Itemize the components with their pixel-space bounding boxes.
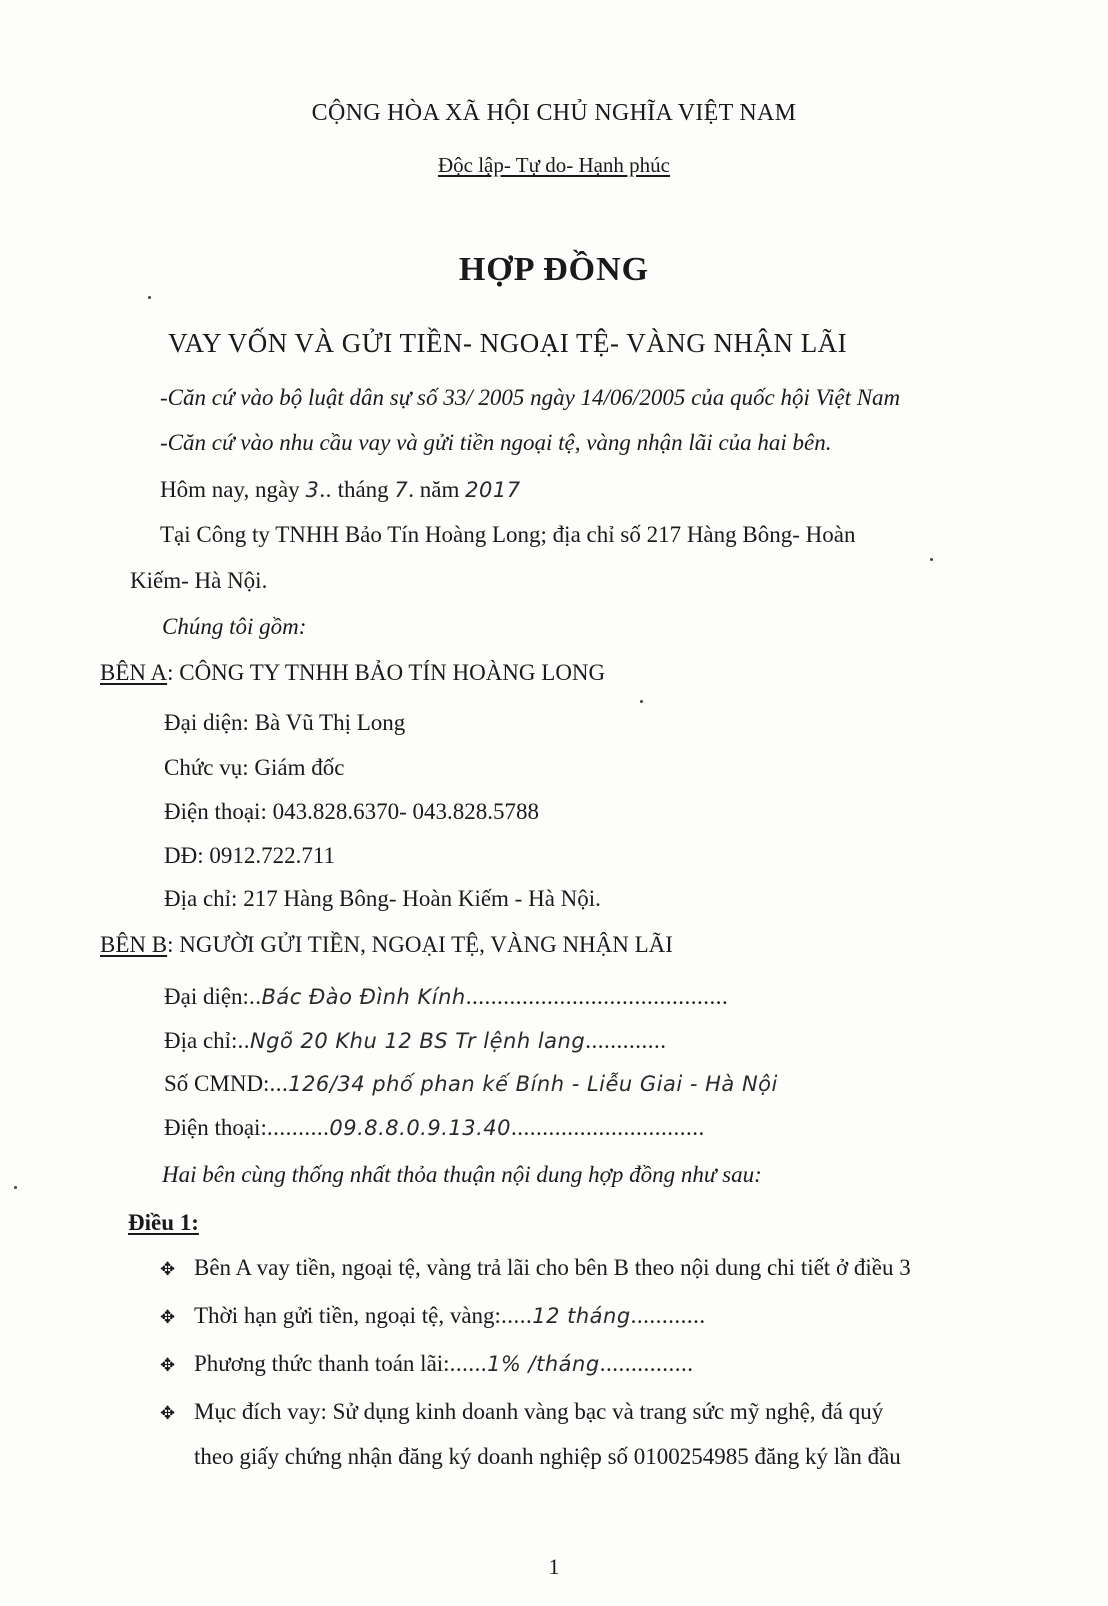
legal-basis-2: -Căn cứ vào nhu cầu vay và gửi tiền ngoại tệ, vàng nhận lãi của hai bên. — [160, 430, 832, 455]
date-prefix: Hôm nay, ngày — [160, 477, 300, 502]
party-a-representative: Đại diện: Bà Vũ Thị Long — [164, 710, 406, 735]
party-b-representative-label: Đại diện: — [164, 984, 249, 1009]
article-1-payment: ✥ Phương thức thanh toán lãi:......1% /tháng............... — [160, 1349, 693, 1381]
party-b-address-value: Ngõ 20 Khu 12 BS Tr lệnh lang — [249, 1029, 586, 1053]
party-a-address: Địa chỉ: 217 Hàng Bông- Hoàn Kiếm - Hà Nội. — [164, 886, 601, 911]
location-line-2: Kiếm- Hà Nội. — [130, 568, 268, 593]
party-b-representative-value: Bác Đào Đình Kính — [261, 985, 466, 1009]
party-b-id: Số CMND:...126/34 phố phan kế Bính - Liễu Giai - Hà Nội — [164, 1071, 778, 1096]
diamond-bullet-icon: ✥ — [160, 1307, 176, 1328]
party-a-label: BÊN A — [100, 660, 168, 685]
document-subtitle: VAY VỐN VÀ GỬI TIỀN- NGOẠI TỆ- VÀNG NHẬN LÃI — [168, 328, 848, 358]
payment-label: Phương thức thanh toán lãi: — [194, 1351, 450, 1376]
diamond-bullet-icon: ✥ — [160, 1355, 176, 1376]
scan-speck — [148, 296, 151, 299]
party-b-name: : NGƯỜI GỬI TIỀN, NGOẠI TỆ, VÀNG NHẬN LÃI — [167, 932, 673, 957]
date-month: 7 — [394, 478, 409, 502]
date-month-label: tháng — [337, 477, 389, 502]
diamond-bullet-icon: ✥ — [160, 1259, 176, 1280]
scan-speck — [930, 558, 933, 561]
article-1-item-1: ✥ Bên A vay tiền, ngoại tệ, vàng trả lãi cho bên B theo nội dung chi tiết ở điều 3 — [160, 1253, 911, 1285]
national-header: CỘNG HÒA XÃ HỘI CHỦ NGHĨA VIỆT NAM — [311, 100, 797, 126]
party-b-representative: Đại diện:..Bác Đào Đình Kính.......................................... — [164, 984, 729, 1009]
agreement-statement: Hai bên cùng thống nhất thỏa thuận nội dung hợp đồng như sau: — [162, 1162, 762, 1187]
party-a-phone: Điện thoại: 043.828.6370- 043.828.5788 — [164, 799, 539, 824]
document-title: HỢP ĐỒNG — [458, 251, 650, 288]
contract-date: Hôm nay, ngày 3.. tháng 7. năm 2017 — [160, 477, 521, 502]
date-year: 2017 — [465, 478, 521, 502]
party-a-name: : CÔNG TY TNHH BẢO TÍN HOÀNG LONG — [167, 660, 606, 685]
article-1-purpose-line-2: theo giấy chứng nhận đăng ký doanh nghiệp số 0100254985 đăng ký lần đầu — [194, 1444, 901, 1469]
party-b-phone: Điện thoại:..........09.8.8.0.9.13.40............................... — [164, 1115, 705, 1140]
party-b-phone-value: 09.8.8.0.9.13.40 — [329, 1116, 512, 1140]
scan-speck — [640, 700, 643, 703]
date-day: 3 — [305, 478, 320, 502]
party-b-address-label: Địa chỉ: — [164, 1028, 238, 1053]
national-motto: Độc lập- Tự do- Hạnh phúc — [437, 153, 670, 177]
article-1-purpose-line-1: ✥ Mục đích vay: Sử dụng kinh doanh vàng bạc và trang sức mỹ nghệ, đá quý — [160, 1397, 883, 1429]
date-year-label: năm — [419, 477, 460, 502]
we-include: Chúng tôi gồm: — [162, 614, 307, 639]
party-b-phone-label: Điện thoại: — [164, 1115, 267, 1140]
article-1-heading: Điều 1: — [128, 1210, 199, 1235]
term-value: 12 tháng — [532, 1304, 631, 1328]
party-b-id-label: Số CMND: — [164, 1071, 270, 1096]
party-b-heading — [100, 930, 673, 960]
party-b-id-value: 126/34 phố phan kế Bính - Liễu Giai - Hà Nội — [288, 1072, 778, 1096]
party-b-label: BÊN B — [100, 932, 168, 957]
location-line-1: Tại Công ty TNHH Bảo Tín Hoàng Long; địa chỉ số 217 Hàng Bông- Hoàn — [160, 522, 856, 547]
scan-speck — [14, 1186, 17, 1189]
legal-basis-1: -Căn cứ vào bộ luật dân sự số 33/ 2005 ngày 14/06/2005 của quốc hội Việt Nam — [160, 385, 901, 410]
party-a-position: Chức vụ: Giám đốc — [164, 755, 345, 780]
diamond-bullet-icon: ✥ — [160, 1403, 176, 1424]
party-b-address: Địa chỉ:..Ngõ 20 Khu 12 BS Tr lệnh lang............. — [164, 1028, 667, 1053]
payment-value: 1% /tháng — [487, 1352, 600, 1376]
article-1-term: ✥ Thời hạn gửi tiền, ngoại tệ, vàng:.....12 tháng............ — [160, 1301, 706, 1333]
party-a-mobile: DĐ: 0912.722.711 — [164, 843, 336, 868]
term-label: Thời hạn gửi tiền, ngoại tệ, vàng: — [194, 1303, 501, 1328]
party-a-heading — [100, 658, 605, 688]
page-number: 1 — [548, 1554, 560, 1579]
